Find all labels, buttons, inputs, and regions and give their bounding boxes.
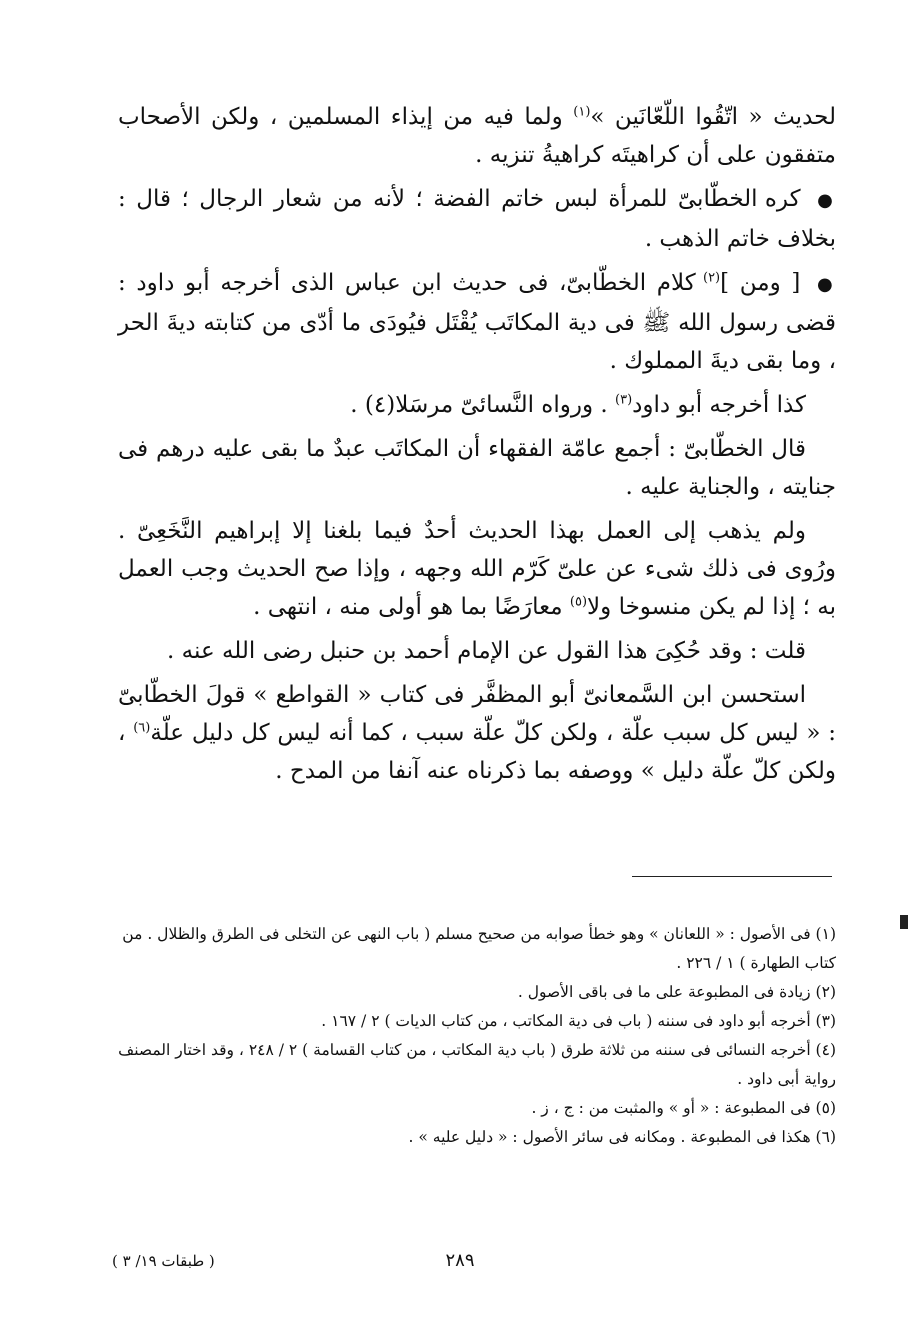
footnote-4: (٤) أخرجه النسائى فى سننه من ثلاثة طرق ( باب دية المكاتب ، من كتاب القسامة ) ٢ / ٢٤٨ ، وقد اختار المصنف رواية أبى داود .: [118, 1041, 836, 1088]
paragraph-8-text: استحسن ابن السَّمعانىّ أبو المظفَّر فى كتاب « القواطع » قولَ الخطّابىّ : « ليس كل سبب علّة ، ولكن كلّ علّة سبب ، كما أنه ليس كل دليل علّة: [118, 682, 837, 746]
footnote-2: (٢) زيادة فى المطبوعة على ما فى باقى الأصول .: [517, 983, 836, 1001]
main-text: [118, 98, 836, 796]
paragraph-7-text: قلت : وقد حُكِىَ هذا القول عن الإمام أحمد بن حنبل رضى الله عنه .: [167, 638, 806, 664]
paragraph-1-tail: ولما فيه من إيذاء المسلمين ، ولكن الأصحاب متفقون على أن كراهيتَه كراهيةُ تنزيه .: [118, 104, 836, 168]
paragraph-3-text: [ ومن ]: [720, 270, 801, 296]
paragraph-6: [118, 512, 836, 626]
paragraph-8: [118, 676, 836, 790]
paragraph-6-text: ولم يذهب إلى العمل بهذا الحديث أحدٌ فيما بلغنا إلا إبراهيم النَّخَعِىّ . ورُوى فى ذلك شىء عن علىّ كَرّم الله وجهه ، وإذا صح الحديث وجب العمل به ؛ إذا لم يكن منسوخا ولا: [118, 518, 836, 620]
footnote-6: (٦) هكذا فى المطبوعة . ومكانه فى سائر الأصول : « دليل عليه » .: [408, 1128, 836, 1146]
paragraph-2-text: كره الخطّابىّ للمرأة لبس خاتم الفضة ؛ لأنه من شعار الرجال ؛ قال : بخلاف خاتم الذهب .: [118, 186, 836, 252]
footnote-ref-5: (٥): [569, 594, 588, 610]
paragraph-3-tail: كلام الخطّابىّ، فى حديث ابن عباس الذى أخرجه أبو داود : قضى رسول الله ﷺ فى دية المكاتَب يُقْتَل فيُودَى ما أدّى من كتابته ديةَ الحر ، وما بقى ديةَ المملوك .: [118, 270, 836, 374]
paragraph-5: [118, 430, 836, 506]
paragraph-1: [118, 98, 836, 174]
footnote-ref-3: (٣): [615, 392, 633, 408]
paragraph-4-text: كذا أخرجه أبو داود: [632, 392, 806, 418]
footnotes: [118, 920, 836, 1152]
footnote-ref-2: (٢): [702, 270, 721, 286]
paragraph-1-text: لحديث « اتّقُوا اللّعّانَين »: [590, 104, 837, 130]
paragraph-2: [118, 180, 836, 258]
signature-mark: ( طبقات ١٩/ ٣ ): [112, 1252, 215, 1270]
page-number: ٢٨٩: [445, 1250, 475, 1271]
footnote-1: (١) فى الأصول : « اللعانان » وهو خطأ صوابه من صحيح مسلم ( باب النهى عن التخلى فى الطرق والظلال . من كتاب الطهارة ) ١ / ٢٢٦ .: [122, 925, 836, 972]
paragraph-4-tail: . ورواه النَّسائىّ مرسَلا(٤) .: [350, 392, 615, 418]
bullet-icon: ●: [816, 274, 836, 295]
footnote-5: (٥) فى المطبوعة : « أو » والمثبت من : ج ، ز .: [531, 1099, 836, 1117]
paragraph-7: [118, 632, 836, 670]
footnote-divider: [632, 876, 832, 877]
bullet-icon: ●: [817, 190, 836, 211]
paragraph-5-text: قال الخطّابىّ : أجمع عامّة الفقهاء أن المكاتَب عبدٌ ما بقى عليه درهم فى جنايته ، والجناية عليه .: [118, 436, 836, 500]
footnote-ref-1: (١): [573, 104, 591, 120]
paragraph-8-tail: ، ولكن كلّ علّة دليل » ووصفه بما ذكرناه عنه آنفا من المدح .: [118, 720, 836, 784]
paragraph-6-tail: معارَضًا بما هو أولى منه ، انتهى .: [253, 594, 570, 620]
paragraph-4: [118, 386, 836, 424]
footnote-3: (٣) أخرجه أبو داود فى سننه ( باب فى دية المكاتب ، من كتاب الديات ) ٢ / ١٦٧ .: [321, 1012, 836, 1030]
scan-edge-mark: [900, 915, 908, 929]
paragraph-3: [118, 264, 836, 380]
footnote-ref-6: (٦): [133, 720, 151, 736]
